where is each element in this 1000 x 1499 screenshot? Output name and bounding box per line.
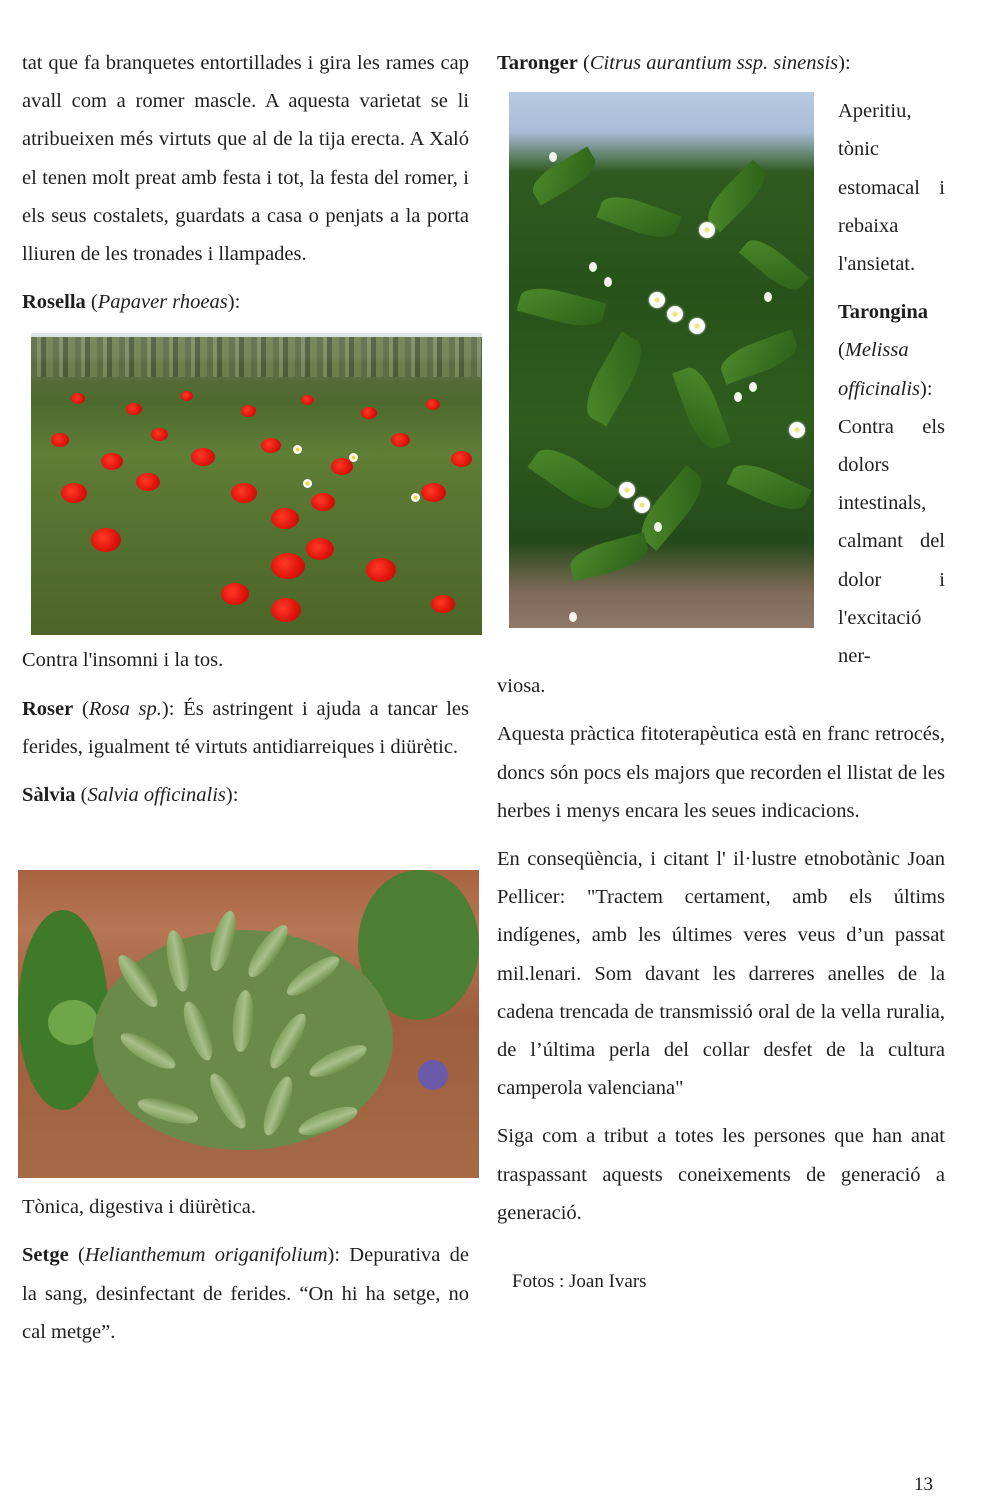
flower-bud [734,392,742,402]
poppy [231,483,257,503]
taronger-heading [497,44,945,82]
sage-plant-photo [18,870,479,1178]
intro-paragraph: tat que fa branquetes entortillades i gira les rames cap avall com a romer mascle. A aquesta varietat se li atribueixen més virtuts que al de la tija erecta. A Xaló el tenen molt preat amb festa i tot, la festa del romer, i els seus costalets, guardats a casa o penjats a la porta lliuren de les tronades i llampades. [22,52,469,266]
flower-bud [589,262,597,272]
daisy [293,445,302,454]
photo-credit: Fotos : Joan Ivars [512,1271,647,1293]
salvia-heading [22,776,469,814]
leaf [716,329,801,385]
rosella-heading [22,283,469,321]
setge-scientific-name: Helianthemum origanifolium [84,1244,328,1267]
round-leaf [48,1000,98,1045]
tarongina-description: ): Contra els dolors intestinals, calmant del dolor i l'excitació ner- [838,377,945,668]
poppy [181,391,193,401]
taronger-name: Taronger [497,52,578,74]
poppy [301,395,314,405]
leaf [577,332,651,427]
poppy [261,438,281,453]
orange-blossom [699,222,715,238]
leaf [527,147,602,206]
poppy [241,405,256,417]
tarongina-open: ( [838,339,845,362]
leaf [739,233,809,298]
poppy [431,595,455,613]
salvia-close: ): [225,784,239,807]
leaf [700,160,773,233]
paragraph-tribute: Siga com a tribut a totes les persones que han anat traspassant aquests coneixements de generació a generació. [497,1125,945,1224]
poppy [271,598,301,622]
roser-scientific-name: Rosa sp. [88,697,162,720]
roser-entry [22,690,469,766]
background-trees [31,337,482,377]
taronger-scientific-name: Citrus aurantium ssp. sinensis [589,52,839,74]
daisy [411,493,420,502]
poppy [271,553,305,579]
salvia-open: ( [75,784,88,807]
taronger-close: ): [838,52,851,74]
orange-blossom [619,482,635,498]
page-number: 13 [914,1474,933,1495]
salvia-scientific-name: Salvia officinalis [87,784,226,807]
poppy [101,453,123,470]
flower-bud [549,152,557,162]
poppy [126,403,142,415]
poppy [91,528,121,552]
salvia-name: Sàlvia [22,784,76,807]
poppy [221,583,249,605]
tarongina-scientific-name: Melissa officinalis [838,339,920,400]
orange-blossom [634,497,650,513]
flower-bud [604,277,612,287]
poppy [61,483,87,503]
poppy [71,393,85,404]
roser-open: ( [73,697,89,720]
leaf [672,363,731,454]
poppy [391,433,410,447]
poppy [421,483,446,502]
rosella-name: Rosella [22,291,86,314]
orange-blossom [689,318,705,334]
setge-open: ( [68,1244,85,1267]
orange-blossom [789,422,805,438]
taronger-open: ( [577,52,590,74]
taronger-use: Aperitiu, tònic estomacal i rebaixa l'ansietat. [838,100,945,276]
poppy-field-photo [31,333,482,635]
leaf [517,282,607,333]
salvia-use: Tònica, digestiva i diürètica. [22,1196,256,1219]
leaf [566,532,651,582]
poppy [306,538,334,560]
poppy [191,448,215,466]
poppy [151,428,168,441]
leaf [527,439,620,518]
flower-bud [764,292,772,302]
orange-blossom [649,292,665,308]
setge-entry [22,1236,469,1351]
rosella-use: Contra l'insomni i la tos. [22,649,224,672]
poppy [136,473,160,491]
taronger-side-text [838,92,945,675]
rosella-close: ): [227,291,241,314]
orange-blossom [667,306,683,322]
tarongina-tail: viosa. [497,675,546,698]
purple-flower [418,1060,448,1090]
flower-bud [749,382,757,392]
setge-name: Setge [22,1244,69,1267]
paragraph-practice: Aquesta pràctica fitoterapèutica està en franc retrocés, doncs són pocs els majors que recorden el llistat de les herbes i menys encara les seues indicacions. [497,723,945,822]
paragraph-quote: En conseqüència, i citant l' il·lustre etnobotànic Joan Pellicer: "Tractem certament, amb els últims indígenes, amb les últimes veres veus d’un passat mil.lenari. Som davant les darreres anelles de la cadena trencada de transmissió oral de la vella ruralia, de l’última perla del collar desfet de la cultura camperola valenciana" [497,848,945,1100]
flower-bud [569,612,577,622]
orange-blossom-photo [509,92,814,628]
rosella-scientific-name: Papaver rhoeas [97,291,228,314]
poppy [361,407,377,419]
rosella-open: ( [85,291,98,314]
roser-name: Roser [22,697,74,720]
setge-description: ): Depurativa de la sang, desinfectant de ferides. “On hi ha setge, no cal metge”. [22,1244,469,1343]
poppy [311,493,335,511]
right-column [497,44,945,1294]
leaf [726,457,811,518]
poppy [366,558,396,582]
roser-description: ): És astringent i ajuda a tancar les ferides, igualment té virtuts antidiarreiques i diürètic. [22,697,470,758]
tarongina-name: Tarongina [838,301,929,324]
daisy [349,453,358,462]
poppy [271,508,299,529]
left-column [22,44,469,1351]
tarongina-entry [838,293,945,675]
daisy [303,479,312,488]
leaf [596,189,681,245]
taronger-block [497,92,945,667]
poppy [426,399,440,410]
poppy [451,451,472,467]
poppy [51,433,69,447]
